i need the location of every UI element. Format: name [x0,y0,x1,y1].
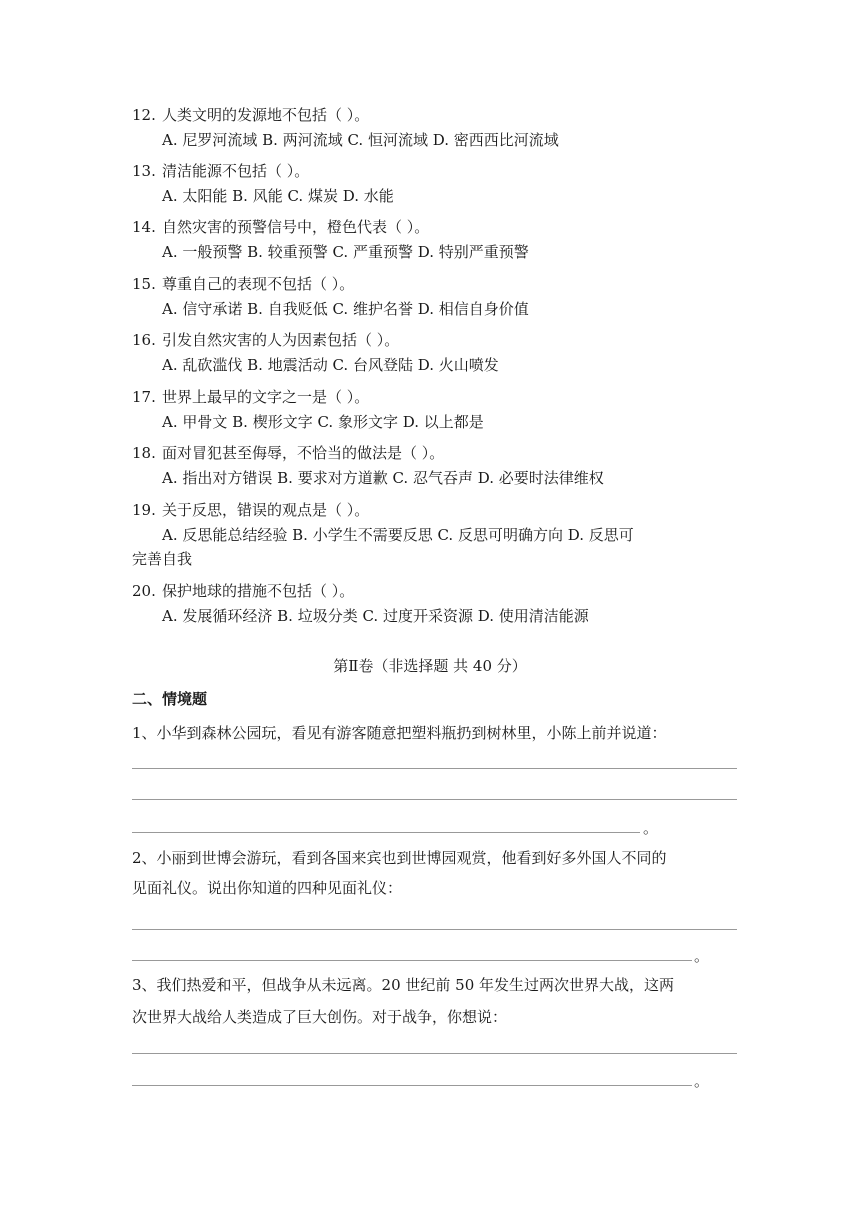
question-number: 16. [132,331,156,349]
answer-line[interactable] [132,1085,692,1086]
question-number: 15. [132,275,156,293]
question-12 [132,102,559,152]
answer-line[interactable] [132,768,737,769]
question-stem: 面对冒犯甚至侮辱，不恰当的做法是（ ）。 [162,444,445,462]
answer-line[interactable] [132,1053,737,1054]
question-options: A. 发展循环经济 B. 垃圾分类 C. 过度开采资源 D. 使用清洁能源 [162,607,589,625]
question-number: 19. [132,501,156,519]
answer-line[interactable] [132,960,692,961]
section-heading: 二、情境题 [132,690,208,708]
question-15 [132,271,529,321]
question-number: 14. [132,218,156,236]
question-number: 20. [132,582,156,600]
scenario-3-end-mark: 。 [694,1072,710,1090]
question-options: A. 反思能总结经验 B. 小学生不需要反思 C. 反思可明确方向 D. 反思可 [162,526,634,544]
question-stem: 人类文明的发源地不包括（ ）。 [162,106,370,124]
question-stem: 清洁能源不包括（ ）。 [162,162,310,180]
question-stem: 尊重自己的表现不包括（ ）。 [162,275,355,293]
scenario-2-prompt-line1: 2、小丽到世博会游玩，看到各国来宾也到世博园观赏，他看到好多外国人不同的 [132,849,667,867]
question-14 [132,214,529,264]
question-number: 13. [132,162,156,180]
question-number: 18. [132,444,156,462]
question-stem: 世界上最早的文字之一是（ ）。 [162,388,370,406]
question-19 [132,497,634,571]
question-options: A. 太阳能 B. 风能 C. 煤炭 D. 水能 [162,187,394,205]
question-17 [132,384,484,434]
scenario-3-prompt-line1: 3、我们热爱和平，但战争从未远离。20 世纪前 50 年发生过两次世界大战，这两 [132,976,675,994]
question-13 [132,158,394,208]
question-18 [132,440,604,490]
answer-line[interactable] [132,929,737,930]
question-stem: 自然灾害的预警信号中，橙色代表（ ）。 [162,218,430,236]
question-options: A. 信守承诺 B. 自我贬低 C. 维护名誉 D. 相信自身价值 [162,300,529,318]
question-number: 12. [132,106,156,124]
question-options-continued: 完善自我 [132,550,193,568]
scenario-3-prompt-line2: 次世界大战给人类造成了巨大创伤。对于战争，你想说： [132,1008,508,1026]
scenario-1-prompt: 1、小华到森林公园玩，看见有游客随意把塑料瓶扔到树林里，小陈上前并说道： [132,724,667,742]
question-options: A. 乱砍滥伐 B. 地震活动 C. 台风登陆 D. 火山喷发 [162,356,499,374]
answer-line[interactable] [132,832,640,833]
scenario-1-end-mark: 。 [643,819,659,837]
question-stem: 关于反思，错误的观点是（ ）。 [162,501,370,519]
part-two-title: 第Ⅱ卷（非选择题 共 40 分） [333,657,527,675]
question-16 [132,327,499,377]
question-options: A. 指出对方错误 B. 要求对方道歉 C. 忍气吞声 D. 必要时法律维权 [162,469,604,487]
question-stem: 引发自然灾害的人为因素包括（ ）。 [162,331,400,349]
scenario-2-prompt-line2: 见面礼仪。说出你知道的四种见面礼仪： [132,879,403,897]
question-number: 17. [132,388,156,406]
question-options: A. 尼罗河流域 B. 两河流域 C. 恒河流域 D. 密西西比河流域 [162,131,559,149]
question-stem: 保护地球的措施不包括（ ）。 [162,582,355,600]
question-options: A. 一般预警 B. 较重预警 C. 严重预警 D. 特别严重预警 [162,243,529,261]
question-options: A. 甲骨文 B. 楔形文字 C. 象形文字 D. 以上都是 [162,413,484,431]
answer-line[interactable] [132,799,737,800]
scenario-2-end-mark: 。 [694,947,710,965]
question-20 [132,578,589,628]
